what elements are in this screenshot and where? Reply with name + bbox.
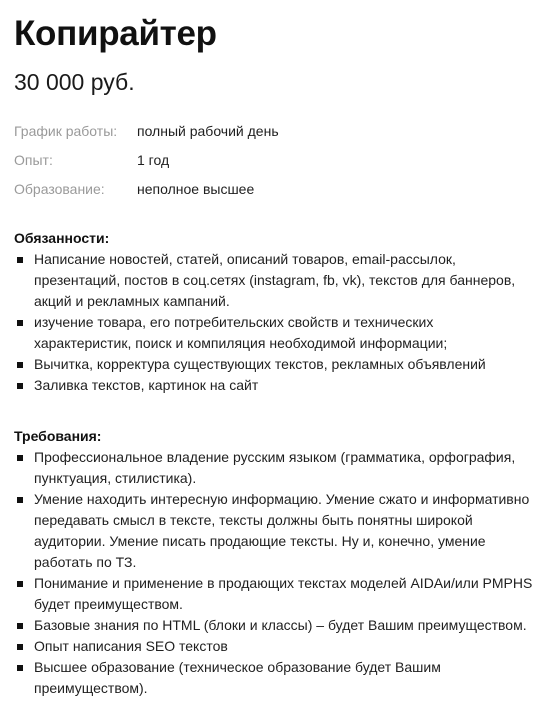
bullet-icon	[17, 497, 23, 503]
requirements-list	[14, 447, 534, 699]
bullet-icon	[17, 665, 23, 671]
param-row-experience	[14, 146, 534, 175]
list-item	[14, 249, 534, 312]
list-item-text: Понимание и применение в продающих текстах моделей AIDAи/или PMPHS будет преимуществом.	[34, 575, 533, 612]
list-item	[14, 354, 534, 375]
bullet-icon	[17, 320, 23, 326]
param-label: Образование:	[14, 181, 105, 197]
bullet-icon	[17, 383, 23, 389]
list-item	[14, 375, 534, 396]
list-item-text: Базовые знания по HTML (блоки и классы) – будет Вашим преимуществом.	[34, 617, 527, 633]
list-item	[14, 573, 534, 615]
vacancy-title: Копирайтер	[14, 14, 217, 53]
list-item	[14, 447, 534, 489]
bullet-icon	[17, 362, 23, 368]
list-item	[14, 615, 534, 636]
bullet-icon	[17, 257, 23, 263]
requirements-section	[14, 426, 534, 699]
list-item-text: Заливка текстов, картинок на сайт	[34, 377, 259, 393]
list-item	[14, 657, 534, 699]
list-item	[14, 312, 534, 354]
bullet-icon	[17, 644, 23, 650]
param-value: неполное высшее	[137, 181, 255, 197]
duties-heading: Обязанности:	[14, 230, 110, 246]
param-label: График работы:	[14, 123, 118, 139]
list-item-text: изучение товара, его потребительских свойств и технических характеристик, поиск и компиляция необходимой информации;	[34, 314, 448, 351]
list-item-text: Профессиональное владение русским языком (грамматика, орфография, пунктуация, стилистика).	[34, 449, 516, 486]
bullet-icon	[17, 623, 23, 629]
vacancy-card	[14, 0, 534, 699]
param-row-education	[14, 175, 534, 204]
list-item	[14, 489, 534, 573]
list-item-text: Опыт написания SEO текстов	[34, 638, 228, 654]
list-item-text: Написание новостей, статей, описаний товаров, email-рассылок, презентаций, постов в соц.сетях (instagram, fb, vk), текстов для баннеров, акций и рекламных кампаний.	[34, 251, 516, 309]
list-item-text: Высшее образование (техническое образование будет Вашим преимуществом).	[34, 659, 441, 696]
param-value: 1 год	[137, 152, 170, 168]
list-item-text: Вычитка, корректура существующих текстов, рекламных объявлений	[34, 356, 486, 372]
duties-list	[14, 249, 534, 396]
bullet-icon	[17, 581, 23, 587]
param-value: полный рабочий день	[137, 123, 279, 139]
list-item	[14, 636, 534, 657]
param-label: Опыт:	[14, 152, 53, 168]
bullet-icon	[17, 455, 23, 461]
duties-section	[14, 228, 534, 396]
requirements-heading: Требования:	[14, 428, 102, 444]
list-item-text: Умение находить интересную информацию. Умение сжато и информативно передавать смысл в тексте, тексты должны быть понятны широкой аудитории. Умение писать продающие тексты. Ну и, конечно, умение работать по ТЗ.	[34, 491, 530, 570]
vacancy-salary: 30 000 руб.	[14, 69, 135, 95]
param-row-schedule	[14, 117, 534, 146]
vacancy-params	[14, 117, 534, 204]
